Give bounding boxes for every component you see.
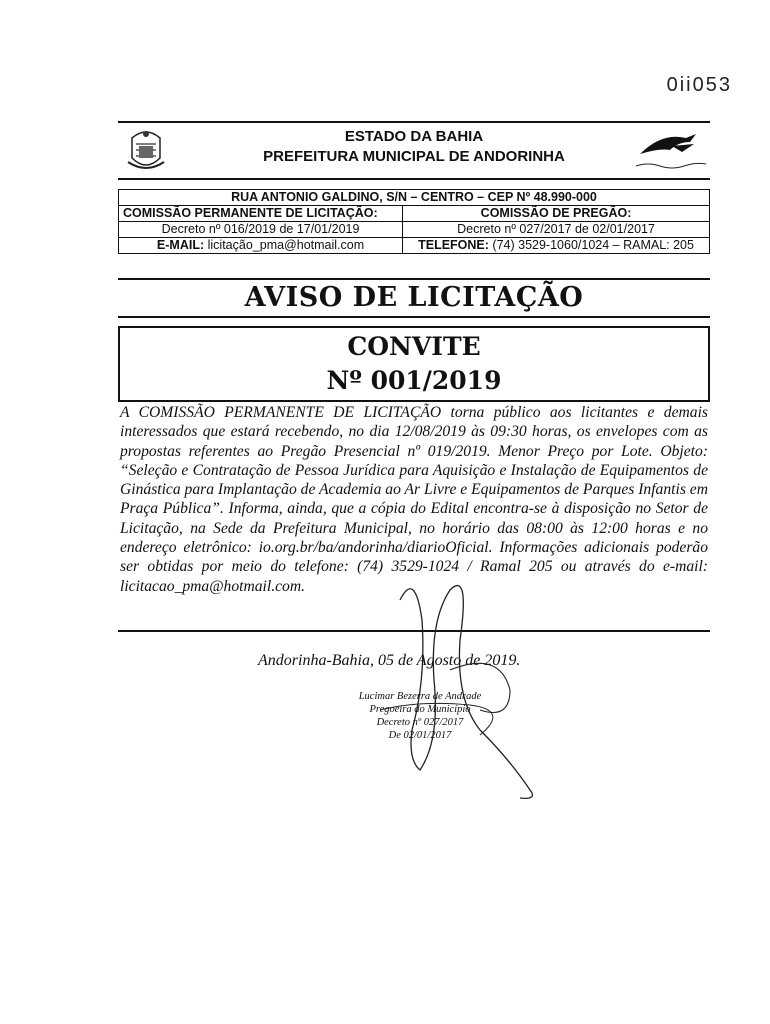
signature-block <box>320 690 520 742</box>
title-top-rule <box>118 278 710 280</box>
commission-left-decree: Decreto nº 016/2019 de 17/01/2019 <box>119 222 403 238</box>
prefecture-name: PREFEITURA MUNICIPAL DE ANDORINHA <box>263 148 565 165</box>
commission-right-decree: Decreto nº 027/2017 de 02/01/2017 <box>403 222 710 238</box>
email-cell <box>119 238 403 254</box>
header-bottom-rule <box>118 178 710 180</box>
notice-type: CONVITE <box>347 332 481 361</box>
page-number: 0ii053 <box>666 74 732 96</box>
commission-left-title: COMISSÃO PERMANENTE DE LICITAÇÃO: <box>119 206 403 222</box>
phone-cell <box>403 238 710 254</box>
swallow-bird-logo-icon <box>632 130 708 174</box>
email-value: licitação_pma@hotmail.com <box>207 238 365 252</box>
date-line: Andorinha-Bahia, 05 de Agosto de 2019. <box>258 652 521 669</box>
notice-number: Nº 001/2019 <box>326 366 502 395</box>
signatory-role: Pregoeira do Município <box>369 704 471 715</box>
state-name: ESTADO DA BAHIA <box>344 128 484 145</box>
signatory-decree: Decreto nº 027/2017 <box>376 717 464 728</box>
phone-value: (74) 3529-1060/1024 – RAMAL: 205 <box>492 238 694 252</box>
notice-body: A COMISSÃO PERMANENTE DE LICITAÇÃO torna público aos licitantes e demais interessados que estará recebendo, no dia 12/08/2019 às 09:30 horas, os envelopes com as propostas referentes ao Pregão Presencial nº 019/2019. Menor Preço por Lote. Objeto: “Seleção e Contratação de Pessoa Jurídica para Aquisição e Instalação de Equipamentos de Ginástica para Implantação de Academia ao Ar Livre e Equipamentos de Parques Infantis em Praça Pública”. Informa, ainda, que a cópia do Edital encontra-se à disposição no Setor de Licitação, na Sede da Prefeitura Municipal, no horário das 08:00 às 12:00 horas e no endereço eletrônico: io.org.br/ba/andorinha/diarioOficial. Informações adicionais poderão ser obtidas por meio do telefone: (74) 3529-1024 / Ramal 205 ou através do e-mail: licitacao_pma@hotmail.com. <box>120 404 708 595</box>
phone-label: TELEFONE: <box>418 238 489 252</box>
handwritten-signature <box>360 560 560 810</box>
email-label: E-MAIL: <box>156 238 205 252</box>
convite-box <box>118 326 710 402</box>
contact-info-table <box>118 189 710 254</box>
signatory-decree-date: De 02/01/2017 <box>388 730 452 741</box>
commission-right-title: COMISSÃO DE PREGÃO: <box>403 206 710 222</box>
title-bottom-rule <box>118 316 710 318</box>
header-top-rule <box>118 121 710 123</box>
letterhead <box>118 128 710 176</box>
notice-title: AVISO DE LICITAÇÃO <box>244 282 584 313</box>
address-line: RUA ANTONIO GALDINO, S/N – CENTRO – CEP Nº 48.990-000 <box>119 190 710 206</box>
signatory-name: Lucimar Bezerra de Andrade <box>358 691 482 702</box>
